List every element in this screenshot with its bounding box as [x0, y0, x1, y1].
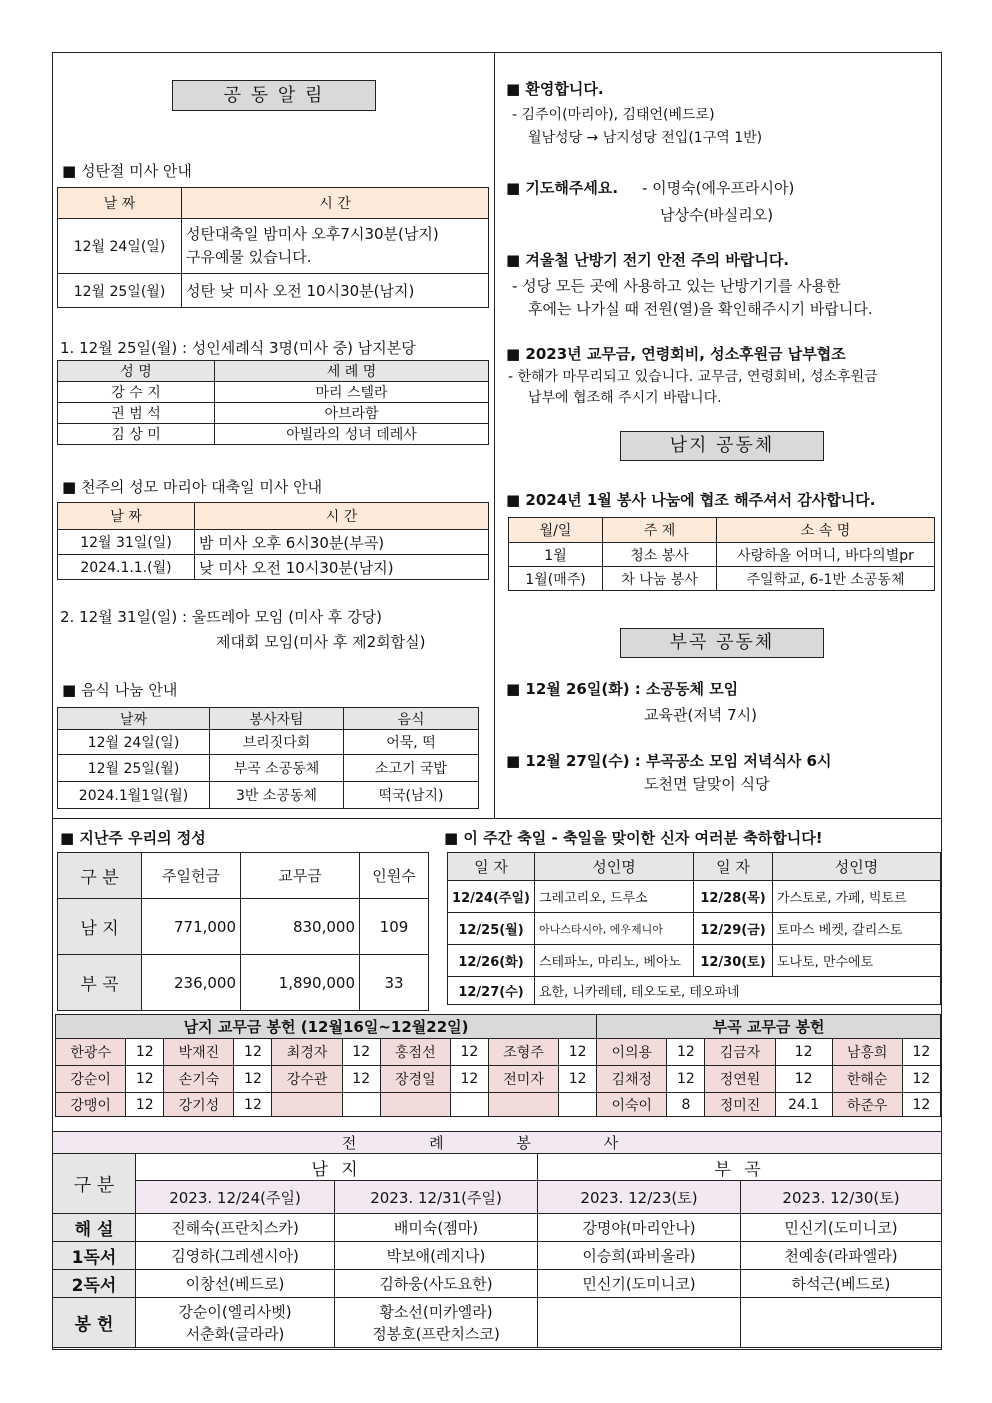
feast-day: 12/26(화): [448, 945, 535, 977]
col-day: 일 자: [694, 853, 773, 881]
dues-amount: 24.1: [775, 1093, 832, 1117]
liturgy-category-label: 구 분: [53, 1154, 136, 1214]
food-table: [57, 707, 479, 809]
food-date: 2024.1월1일(월): [58, 782, 210, 809]
offering-heading: ■ 지난주 우리의 정성: [60, 829, 206, 847]
feast-saints: 스테파노, 마리노, 베아노: [535, 945, 694, 977]
section-divider: [52, 818, 942, 819]
baptism-table: [57, 360, 489, 445]
col-sunday: 주일헌금: [142, 853, 241, 899]
dues-table: [55, 1014, 941, 1117]
event-1-heading: ■ 12월 26일(화) : 소공동체 모임: [506, 680, 739, 698]
col-category: 구 분: [58, 853, 142, 899]
dues-amount: 12: [234, 1093, 272, 1117]
volunteer-heading: ■ 2024년 1월 봉사 나눔에 협조 해주셔서 감사합니다.: [506, 491, 876, 509]
food-date: 12월 25일(월): [58, 755, 210, 782]
feast-table: [447, 852, 941, 1005]
feast-day: 12/30(토): [694, 945, 773, 977]
dues-amount: [342, 1093, 380, 1117]
dues-name: 전미자: [488, 1066, 558, 1093]
dues-name: 강수관: [272, 1066, 342, 1093]
dues-name: 한광수: [56, 1039, 126, 1066]
dues-amount: [450, 1093, 488, 1117]
liturgy-person: [741, 1298, 942, 1348]
col-month: 월/일: [509, 518, 603, 543]
col-topic: 주 제: [603, 518, 717, 543]
dues-amount: 12: [902, 1039, 940, 1066]
food-date: 12월 24일(일): [58, 730, 210, 755]
mass-time: 성탄 낮 미사 오전 10시30분(남지): [182, 274, 489, 308]
feast-saints: 요한, 니카레테, 테오도로, 테오파네: [535, 977, 941, 1005]
col-team: 봉사자팀: [210, 708, 344, 730]
dues-amount: 12: [234, 1066, 272, 1093]
prayer-name-2: 남상수(바실리오): [660, 206, 774, 224]
prayer-name-1: - 이명숙(에우프라시아): [642, 179, 795, 197]
liturgy-date: 2023. 12/24(주일): [136, 1181, 335, 1214]
volunteer-group: 주일학교, 6-1반 소공동체: [717, 567, 935, 591]
food-team: 3반 소공동체: [210, 782, 344, 809]
baptism-person: 김 상 미: [58, 424, 215, 445]
heater-line-2: 후에는 나가실 때 전원(열)을 확인해주시기 바랍니다.: [528, 300, 873, 318]
dues-name: [380, 1093, 450, 1117]
offering-count: 33: [360, 955, 429, 1011]
col-day: 일 자: [448, 853, 535, 881]
volunteer-topic: 차 나눔 봉사: [603, 567, 717, 591]
dues-name: 정미진: [705, 1093, 775, 1117]
mass-time: 성탄대축일 밤미사 오후7시30분(남지) 구유예물 있습니다.: [182, 219, 489, 274]
food-team: 브리짓다회: [210, 730, 344, 755]
volunteer-month: 1월: [509, 543, 603, 567]
dues-amount: 12: [126, 1039, 164, 1066]
liturgy-person: [538, 1298, 741, 1348]
event-2-detail: 도천면 달맞이 식당: [644, 775, 770, 793]
dues-amount: 12: [902, 1093, 940, 1117]
dues-amount: [559, 1093, 597, 1117]
christmas-mass-heading: ■ 성탄절 미사 안내: [62, 162, 192, 180]
feast-saints: 그레고리오, 드루소: [535, 881, 694, 913]
offering-dues: 830,000: [241, 899, 360, 955]
volunteer-table: [508, 517, 935, 591]
meeting-notice-1: 2. 12월 31일(일) : 울뜨레아 모임 (미사 후 강당): [60, 608, 382, 626]
bugok-community-title: 부곡 공동체: [620, 628, 824, 658]
liturgy-person: 황소선(미카엘라) 정봉호(프란치스코): [335, 1298, 538, 1348]
liturgy-bugok-header: 부 곡: [538, 1154, 942, 1181]
dues-name: 하준우: [832, 1093, 902, 1117]
dues-name: 강맹이: [56, 1093, 126, 1117]
food-heading: ■ 음식 나눔 안내: [62, 681, 178, 699]
volunteer-month: 1월(매주): [509, 567, 603, 591]
col-dues: 교무금: [241, 853, 360, 899]
namji-dues-title: 남지 교무금 봉헌 (12월16일~12월22일): [56, 1015, 597, 1039]
mass-time: 밤 미사 오후 6시30분(부곡): [195, 530, 489, 555]
liturgy-table: [52, 1131, 942, 1348]
heater-heading: ■ 겨울철 난방기 전기 안전 주의 바랍니다.: [506, 251, 790, 269]
liturgy-person: 강명야(마리안나): [538, 1214, 741, 1242]
volunteer-group: 사랑하올 어머니, 바다의별pr: [717, 543, 935, 567]
dues-amount: 12: [667, 1039, 705, 1066]
christmas-mass-table: [57, 187, 489, 308]
feast-saints: 아나스타시아, 에우제니아: [535, 913, 694, 945]
col-saint: 성인명: [535, 853, 694, 881]
feast-day: 12/29(금): [694, 913, 773, 945]
mass-time: 낮 미사 오전 10시30분(남지): [195, 555, 489, 580]
dues-amount: 12: [126, 1066, 164, 1093]
meeting-notice-2: 제대회 모임(미사 후 제2회합실): [216, 633, 426, 651]
event-1-detail: 교육관(저녁 7시): [644, 706, 757, 724]
welcome-heading: ■ 환영합니다.: [506, 80, 604, 98]
namji-community-title: 남지 공동체: [620, 431, 824, 461]
dues-name: 이의용: [597, 1039, 667, 1066]
liturgy-person: 강순이(엘리사벳) 서춘화(글라라): [136, 1298, 335, 1348]
dues-name: 이숙이: [597, 1093, 667, 1117]
dues-name: 정연원: [705, 1066, 775, 1093]
heater-line-1: - 성당 모든 곳에 사용하고 있는 난방기기를 사용한: [512, 277, 841, 295]
food-item: 소고기 국밥: [344, 755, 479, 782]
dues-amount: 12: [775, 1039, 832, 1066]
mass-date: 2024.1.1.(월): [58, 555, 195, 580]
col-date: 날 짜: [58, 188, 182, 219]
liturgy-person: 박보애(레지나): [335, 1242, 538, 1270]
liturgy-person: 이창선(베드로): [136, 1270, 335, 1298]
feast-day: 12/27(수): [448, 977, 535, 1005]
liturgy-person: 김하웅(사도요한): [335, 1270, 538, 1298]
liturgy-person: 천예송(라파엘라): [741, 1242, 942, 1270]
offering-parish: 남 지: [58, 899, 142, 955]
food-item: 떡국(남지): [344, 782, 479, 809]
dues-name: 김금자: [705, 1039, 775, 1066]
liturgy-person: 배미숙(젬마): [335, 1214, 538, 1242]
dues-name: 조형주: [488, 1039, 558, 1066]
mass-date: 12월 31일(일): [58, 530, 195, 555]
offering-sunday: 771,000: [142, 899, 241, 955]
dues-amount: 12: [667, 1066, 705, 1093]
liturgy-date: 2023. 12/31(주일): [335, 1181, 538, 1214]
bugok-dues-title: 부곡 교무금 봉헌: [597, 1015, 941, 1039]
liturgy-person: 진해숙(프란치스카): [136, 1214, 335, 1242]
dues-name: 한해순: [832, 1066, 902, 1093]
food-item: 어묵, 떡: [344, 730, 479, 755]
liturgy-role: 2독서: [53, 1270, 136, 1298]
dues-amount: 12: [450, 1039, 488, 1066]
offering-parish: 부 곡: [58, 955, 142, 1011]
baptism-saint: 마리 스텔라: [215, 382, 489, 403]
col-date: 날짜: [58, 708, 210, 730]
col-food: 음식: [344, 708, 479, 730]
liturgy-date: 2023. 12/23(토): [538, 1181, 741, 1214]
feast-day: 12/24(주일): [448, 881, 535, 913]
liturgy-person: 이승희(파비올라): [538, 1242, 741, 1270]
dues-heading: ■ 2023년 교무금, 연령회비, 성소후원금 납부협조: [506, 345, 846, 363]
prayer-heading: ■ 기도해주세요.: [506, 179, 619, 197]
mary-mass-heading: ■ 천주의 성모 마리아 대축일 미사 안내: [62, 478, 323, 496]
feast-heading: ■ 이 주간 축일 - 축일을 맞이한 신자 여러분 축하합니다!: [444, 829, 823, 847]
col-saint: 성인명: [773, 853, 941, 881]
dues-amount: 12: [450, 1066, 488, 1093]
dues-amount: 8: [667, 1093, 705, 1117]
offering-table: [57, 852, 429, 1011]
dues-amount: 12: [342, 1066, 380, 1093]
dues-name: 김채정: [597, 1066, 667, 1093]
baptism-person: 강 수 지: [58, 382, 215, 403]
baptism-person: 권 범 석: [58, 403, 215, 424]
col-name: 성 명: [58, 361, 215, 382]
dues-line-2: 납부에 협조해 주시기 바랍니다.: [528, 390, 722, 406]
feast-saints: 가스토로, 가페, 빅토르: [773, 881, 941, 913]
dues-name: 최경자: [272, 1039, 342, 1066]
dues-name: [488, 1093, 558, 1117]
volunteer-topic: 청소 봉사: [603, 543, 717, 567]
liturgy-person: 김영하(그레센시아): [136, 1242, 335, 1270]
liturgy-person: 하석근(베드로): [741, 1270, 942, 1298]
liturgy-title: 전 례 봉 사: [53, 1132, 942, 1154]
mary-mass-table: [57, 502, 489, 580]
col-time: 시 간: [195, 503, 489, 530]
feast-saints: 도나토, 만수에토: [773, 945, 941, 977]
feast-saints: 토마스 베켓, 갈리스토: [773, 913, 941, 945]
liturgy-role: 해 설: [53, 1214, 136, 1242]
announcements-title: 공 동 알 림: [172, 80, 376, 111]
food-team: 부곡 소공동체: [210, 755, 344, 782]
dues-name: 손기숙: [164, 1066, 234, 1093]
col-baptism-name: 세 례 명: [215, 361, 489, 382]
liturgy-role: 1독서: [53, 1242, 136, 1270]
baptism-notice: 1. 12월 25일(월) : 성인세례식 3명(미사 중) 남지본당: [60, 339, 416, 357]
dues-name: 장경일: [380, 1066, 450, 1093]
dues-amount: 12: [559, 1039, 597, 1066]
offering-count: 109: [360, 899, 429, 955]
offering-sunday: 236,000: [142, 955, 241, 1011]
dues-name: 박재진: [164, 1039, 234, 1066]
liturgy-role: 봉 헌: [53, 1298, 136, 1348]
column-divider: [494, 52, 495, 818]
dues-amount: 12: [902, 1066, 940, 1093]
feast-day: 12/28(목): [694, 881, 773, 913]
dues-amount: 12: [126, 1093, 164, 1117]
mass-date: 12월 25일(월): [58, 274, 182, 308]
baptism-saint: 아빌라의 성녀 데레사: [215, 424, 489, 445]
dues-name: 남흥희: [832, 1039, 902, 1066]
dues-amount: 12: [775, 1066, 832, 1093]
mass-date: 12월 24일(일): [58, 219, 182, 274]
liturgy-person: 민신기(도미니코): [538, 1270, 741, 1298]
offering-dues: 1,890,000: [241, 955, 360, 1011]
dues-line-1: - 한해가 마무리되고 있습니다. 교무금, 연령회비, 성소후원금: [508, 369, 878, 385]
baptism-saint: 아브라함: [215, 403, 489, 424]
dues-amount: 12: [234, 1039, 272, 1066]
col-count: 인원수: [360, 853, 429, 899]
dues-name: 홍점선: [380, 1039, 450, 1066]
dues-name: 강기성: [164, 1093, 234, 1117]
liturgy-person: 민신기(도미니코): [741, 1214, 942, 1242]
dues-amount: 12: [559, 1066, 597, 1093]
welcome-names: - 김주이(마리아), 김태언(베드로): [512, 107, 715, 123]
feast-day: 12/25(월): [448, 913, 535, 945]
dues-name: 강순이: [56, 1066, 126, 1093]
col-date: 날 짜: [58, 503, 195, 530]
liturgy-namji-header: 남 지: [136, 1154, 538, 1181]
col-time: 시 간: [182, 188, 489, 219]
event-2-heading: ■ 12월 27일(수) : 부곡공소 모임 저녁식사 6시: [506, 752, 832, 770]
dues-name: [272, 1093, 342, 1117]
col-group: 소 속 명: [717, 518, 935, 543]
liturgy-date: 2023. 12/30(토): [741, 1181, 942, 1214]
welcome-transfer: 월남성당 → 남지성당 전입(1구역 1반): [528, 130, 763, 146]
dues-amount: 12: [342, 1039, 380, 1066]
